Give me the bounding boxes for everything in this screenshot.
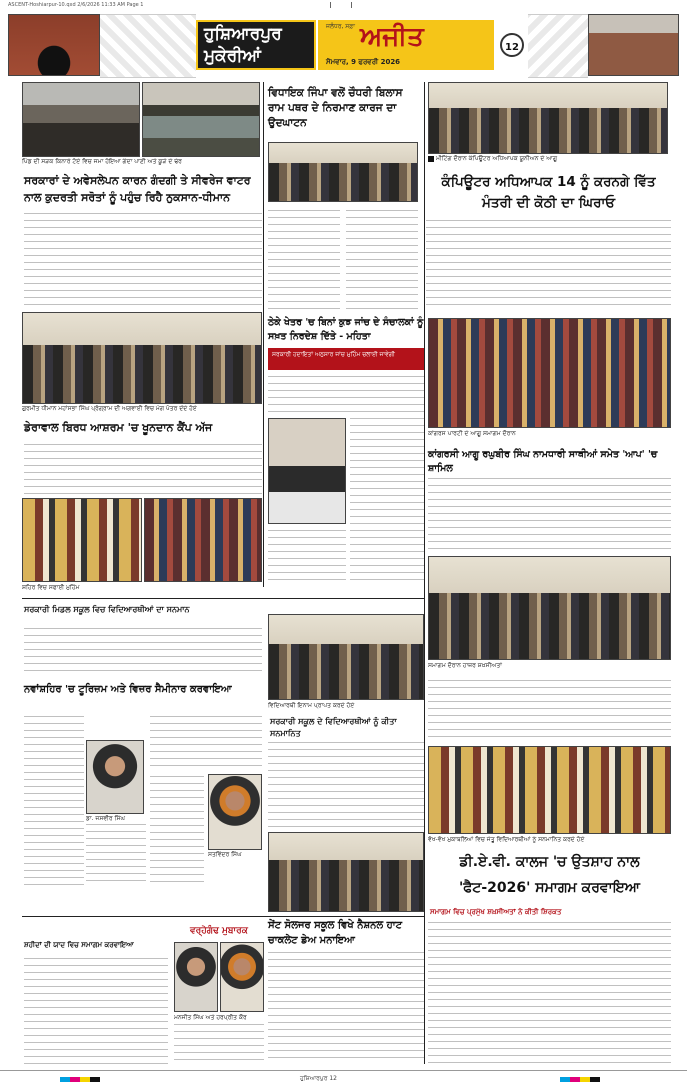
color-bar-right <box>560 1077 600 1082</box>
text-highlight-1 <box>268 376 424 414</box>
masthead-date: ਸੋਮਵਾਰ, 9 ਫਰਵਰੀ 2026 <box>326 58 401 66</box>
text-right-mid <box>428 680 671 742</box>
caption-rubble: ਸ਼ਹਿਰ ਵਿਚ ਸਫਾਈ ਮੁਹਿੰਮ <box>22 584 80 591</box>
masthead-edition: ਜਲੰਧਰ, ਸਫ਼ਾ <box>326 23 355 30</box>
dav-sub: ਸਮਾਗਮ ਵਿਚ ਪ੍ਰਮੁੱਖ ਸ਼ਖ਼ਸੀਅਤਾਂ ਨੇ ਕੀਤੀ ਸ਼ਿਰਕਤ <box>430 908 562 916</box>
text-minister-1 <box>268 210 340 310</box>
rule-bottom <box>22 916 424 917</box>
masthead-paper-box <box>318 20 494 70</box>
headline-highlight: ਠੇਕੇ ਖੇਤਰ 'ਚ ਬਿਨਾਂ ਕੁਝ ਜਾਂਚ ਦੇ ਸੰਚਾਲਕਾਂ ਨੂੰ ਸਖ਼ਤ ਨਿਰਦੇਸ਼ ਦਿੱਤੇ - ਮਹਿਤਾ <box>268 317 424 342</box>
photo-teachers <box>428 82 668 154</box>
crop-mark <box>330 2 352 8</box>
text-dav <box>428 922 671 1064</box>
text-highlight-2 <box>268 530 346 582</box>
photo-portrait-1 <box>86 740 144 814</box>
registration-text: ASCENT-Hoshiarpur-10.qxd 2/6/2026 11:33 AM Page 1 <box>8 2 144 8</box>
text-tourism-1 <box>24 716 84 886</box>
photo-party <box>428 318 671 428</box>
headline-drive: ਡੇਰਾਵਾਲ ਬਿਰਧ ਆਸ਼ਰਮ 'ਚ ਖੂਨਦਾਨ ਕੈਂਪ ਅੱਜ <box>24 421 213 434</box>
caption-dav: ਵੱਖ-ਵੱਖ ਮੁਕਾਬਲਿਆਂ ਵਿਚ ਜੇਤੂ ਵਿਦਿਆਰਥੀਆਂ ਨੂੰ ਸਨਮਾਨਿਤ ਕਰਦੇ ਹੋਏ <box>428 836 585 843</box>
masthead <box>8 14 679 76</box>
masthead-paper-name: ਅਜੀਤ <box>360 22 424 52</box>
caption-portrait-1: ਡਾ. ਜਸਵੀਰ ਸਿੰਘ <box>86 815 125 822</box>
photo-official <box>268 418 346 524</box>
text-anniversary <box>24 958 168 1064</box>
photo-portrait-2 <box>208 774 262 850</box>
masthead-pattern-left <box>100 14 196 78</box>
text-drive <box>24 444 262 496</box>
photo-pond <box>142 82 260 157</box>
footer-bar <box>0 1070 687 1090</box>
text-tourism-4 <box>150 776 204 886</box>
masthead-title-box <box>196 20 316 70</box>
photo-couple-2 <box>220 942 264 1012</box>
photo-students-top <box>268 614 424 700</box>
text-chocolate <box>268 952 424 1064</box>
headline-tourism: ਨਵਾਂਸ਼ਹਿਰ 'ਚ ਟੂਰਿਜ਼ਮ ਅਤੇ ਵਿਜ਼ਰ ਸੈਮੀਨਾਰ ਕਰਵਾਇਆ <box>24 684 232 695</box>
caption-teachers: ਮੀਟਿੰਗ ਦੌਰਾਨ ਕੰਪਿਊਟਰ ਅਧਿਆਪਕ ਯੂਨੀਅਨ ਦੇ ਆਗੂ <box>428 155 668 169</box>
caption-portrait-2: ਸਤਵਿੰਦਰ ਸਿੰਘ <box>208 851 242 858</box>
text-teachers <box>426 220 671 306</box>
photo-dav <box>428 746 671 834</box>
text-couple <box>174 1024 264 1064</box>
photo-ceremony <box>428 556 671 660</box>
headline-anniversary: ਸ਼ਹੀਦਾਂ ਦੀ ਯਾਦ ਵਿਚ ਸਮਾਗਮ ਕਰਵਾਇਆ <box>24 941 134 949</box>
photo-students-bottom <box>268 832 424 912</box>
anniversary-label: ਵਰ੍ਹੇਗੰਢ ਮੁਬਾਰਕ <box>190 926 248 936</box>
footer-page-label: ਹੁਸ਼ਿਆਰਪੁਰ 12 <box>300 1075 337 1082</box>
text-school-small <box>24 628 262 676</box>
headline-chocolate: ਸੇਂਟ ਸੋਲਜਰ ਸਕੂਲ ਵਿਖੇ ਨੈਸ਼ਨਲ ਹਾਟ ਚਾਕਲੇਟ ਡੇਅ ਮਨਾਇਆ <box>268 920 403 946</box>
headline-school-small: ਸਰਕਾਰੀ ਮਿਡਲ ਸਕੂਲ ਵਿਚ ਵਿਦਿਆਰਥੀਆਂ ਦਾ ਸਨਮਾਨ <box>24 605 190 614</box>
headline-dav-line2: 'ਫੈਟ-2026' ਸਮਾਗਮ ਕਰਵਾਇਆ <box>458 880 641 896</box>
rule-mid <box>22 598 424 599</box>
headline-dav-line1: ਡੀ.ਏ.ਵੀ. ਕਾਲਜ 'ਚ ਉਤਸ਼ਾਹ ਨਾਲ <box>459 854 640 870</box>
text-student <box>268 742 424 828</box>
caption-top-left: ਪਿੰਡ ਦੀ ਸੜਕ ਕਿਨਾਰੇ ਟੋਏ ਵਿਚ ਜਮਾ ਹੋਇਆ ਗੰਦਾ ਪਾਣੀ ਅਤੇ ਕੂੜੇ ਦੇ ਢੇਰ <box>22 158 182 165</box>
headline-student: ਸਰਕਾਰੀ ਸਕੂਲ ਦੇ ਵਿਦਿਆਰਥੀਆਂ ਨੂੰ ਕੀਤਾ ਸਨਮਾਨਿਤ <box>270 717 397 738</box>
photo-drive-1 <box>22 498 142 582</box>
photo-sewerage-group <box>22 312 262 404</box>
masthead-photo-right <box>588 14 679 76</box>
photo-garbage <box>22 82 140 157</box>
text-official <box>350 418 424 582</box>
color-bar <box>60 1077 100 1082</box>
text-tourism-3 <box>150 716 262 772</box>
column-rule <box>263 82 264 587</box>
caption-students: ਵਿਦਿਆਰਥੀ ਇਨਾਮ ਪ੍ਰਾਪਤ ਕਰਦੇ ਹੋਏ <box>268 702 355 709</box>
caption-couple: ਮਨਜੀਤ ਸਿੰਘ ਅਤੇ ਹਰਪ੍ਰੀਤ ਕੌਰ <box>174 1014 247 1021</box>
headline-sewerage: ਸਰਕਾਰਾਂ ਦੇ ਅਵੇਸਲੇਪਨ ਕਾਰਨ ਗੰਦਗੀ ਤੇ ਸੀਵਰੇਜ ਵਾਟਰ ਨਾਲ ਕੁਦਰਤੀ ਸਰੋਤਾਂ ਨੂੰ ਪਹੁੰਚ ਰਿਹੈ ਨੁਕਸਾਨ-ਧੀਮਾਨ <box>24 174 251 204</box>
photo-minister <box>268 142 418 202</box>
caption-sewerage: ਗੁਰਮੀਤ ਧੀਮਾਨ ਮਹਾਂਸਭਾ ਸਿੰਘ ਪ੍ਰੋਗ੍ਰਾਮ ਦੀ ਅਗਵਾਈ ਵਿਚ ਮੰਗ ਪੱਤਰ ਦੇਂਦੇ ਹੋਏ <box>22 405 197 412</box>
masthead-pattern-right <box>528 14 588 78</box>
page-number-badge <box>500 33 524 57</box>
text-minister-2 <box>346 210 418 310</box>
masthead-title-line1: ਹੁਸ਼ਿਆਰਪੁਰ <box>204 24 282 44</box>
column-rule-right <box>424 82 425 1064</box>
text-sewerage <box>24 213 262 309</box>
highlight-sub: ਸਰਕਾਰੀ ਹਦਾਇਤਾਂ ਅਨੁਸਾਰ ਜਾਂਚ ਮੁਹਿੰਮ ਚਲਾਈ ਜਾਵੇਗੀ <box>272 351 395 358</box>
masthead-title-line2: ਮੁਕੇਰੀਆਂ <box>204 46 261 66</box>
photo-drive-2 <box>144 498 262 582</box>
headline-party: ਕਾਂਗਰਸੀ ਆਗੂ ਰਘੁਬੀਰ ਸਿੰਘ ਨਾਮਧਾਰੀ ਸਾਥੀਆਂ ਸਮੇਤ 'ਆਪ' 'ਚ ਸ਼ਾਮਿਲ <box>428 449 658 474</box>
masthead-photo-left <box>8 14 100 76</box>
headline-teachers: ਕੰਪਿਊਟਰ ਅਧਿਆਪਕ 14 ਨੂੰ ਕਰਨਗੇ ਵਿੱਤ ਮੰਤਰੀ ਦੀ ਕੋਠੀ ਦਾ ਘਿਰਾਓ <box>441 174 656 211</box>
caption-ceremony: ਸਮਾਗਮ ਦੌਰਾਨ ਹਾਜ਼ਰ ਸ਼ਖ਼ਸੀਅਤਾਂ <box>428 662 503 669</box>
text-tourism-2 <box>86 824 146 884</box>
highlight-sub-box <box>268 348 424 370</box>
page-number: 12 <box>505 42 519 53</box>
headline-minister: ਵਿਧਾਇਕ ਜਿੰਪਾ ਵਲੋਂ ਚੌਧਰੀ ਬਿਲਾਸ ਰਾਮ ਪਥਰ ਦੇ ਨਿਰਮਾਣ ਕਾਰਜ ਦਾ ਉਦਘਾਟਨ <box>268 87 403 129</box>
photo-couple-1 <box>174 942 218 1012</box>
caption-party: ਕਾਂਗਰਸ ਪਾਰਟੀ ਦੇ ਆਗੂ ਸਮਾਗਮ ਦੌਰਾਨ <box>428 430 516 437</box>
text-party <box>428 478 671 552</box>
